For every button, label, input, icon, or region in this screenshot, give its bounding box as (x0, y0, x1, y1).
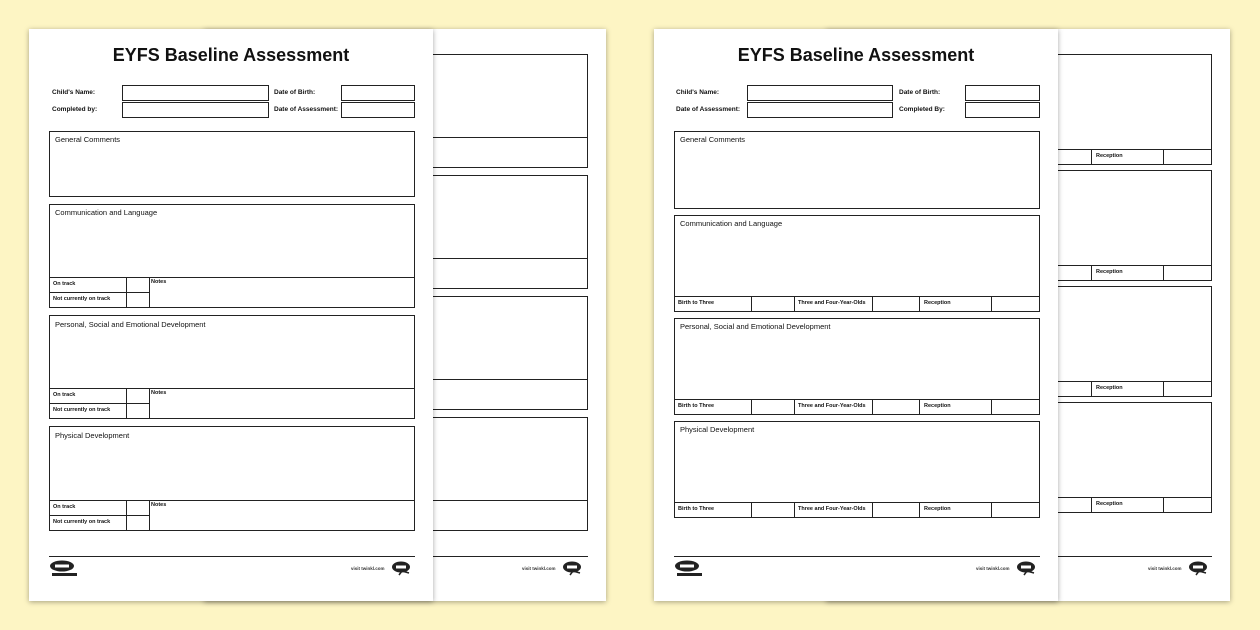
general-comments-label: General Comments (680, 135, 746, 144)
left-front-sheet (29, 29, 433, 601)
completed-by-label: Completed by: (52, 106, 98, 113)
reception-label: Reception (924, 506, 951, 512)
three-and-four-label: Three and Four-Year-Olds (798, 300, 866, 306)
three-and-four-label: Three and Four-Year-Olds (798, 403, 866, 409)
completed-by-field[interactable] (122, 102, 269, 118)
twinkl-badge-icon (562, 561, 582, 577)
not-on-track-checkbox[interactable] (127, 516, 149, 530)
not-on-track-label: Not currently on track (53, 519, 111, 525)
section-title: Personal, Social and Emotional Development (680, 322, 831, 331)
date-of-birth-field[interactable] (965, 85, 1040, 101)
childs-name-field[interactable] (122, 85, 269, 101)
section-title: Personal, Social and Emotional Development (55, 320, 206, 329)
on-track-checkbox[interactable] (127, 501, 149, 515)
document-title: EYFS Baseline Assessment (112, 45, 350, 65)
footer-rule (1046, 556, 1212, 557)
footer-rule (674, 556, 1040, 557)
date-of-birth-label: Date of Birth: (274, 89, 316, 96)
website-url: visit twinkl.com (351, 566, 385, 571)
birth-to-three-label: Birth to Three (678, 403, 715, 409)
completed-by-label: Completed By: (899, 106, 945, 113)
notes-label: Notes (151, 279, 167, 285)
document-title: EYFS Baseline Assessment (737, 45, 975, 65)
childs-name-label: Child's Name: (52, 89, 96, 96)
date-of-assessment-field[interactable] (341, 102, 415, 118)
section-title: Communication and Language (55, 208, 158, 217)
section-title: Communication and Language (680, 219, 783, 228)
section-physical-development[interactable] (674, 421, 1040, 518)
reception-label: Reception (1096, 269, 1123, 275)
back-box-4 (432, 417, 588, 531)
on-track-label: On track (53, 504, 76, 510)
notes-label: Notes (151, 390, 167, 396)
on-track-label: On track (53, 281, 76, 287)
date-of-birth-label: Date of Birth: (899, 89, 941, 96)
twinkl-foundations-logo (49, 560, 79, 578)
section-title: Physical Development (680, 425, 755, 434)
twinkl-badge-icon (391, 561, 411, 577)
website-url: visit twinkl.com (1148, 566, 1182, 571)
date-of-assessment-field[interactable] (747, 102, 893, 118)
not-on-track-label: Not currently on track (53, 296, 111, 302)
section-title: Physical Development (55, 431, 130, 440)
on-track-label: On track (53, 392, 76, 398)
not-on-track-checkbox[interactable] (127, 293, 149, 307)
website-url: visit twinkl.com (976, 566, 1010, 571)
notes-label: Notes (151, 502, 167, 508)
section-communication-language[interactable] (674, 215, 1040, 312)
date-of-assessment-label: Date of Assessment: (676, 106, 741, 113)
three-and-four-label: Three and Four-Year-Olds (798, 506, 866, 512)
twinkl-badge-icon (1188, 561, 1208, 577)
on-track-checkbox[interactable] (127, 389, 149, 403)
reception-label: Reception (1096, 501, 1123, 507)
section-personal-social-emotional[interactable] (674, 318, 1040, 415)
childs-name-field[interactable] (747, 85, 893, 101)
website-url: visit twinkl.com (522, 566, 556, 571)
back-box-1 (432, 54, 588, 168)
date-of-assessment-label: Date of Assessment: (274, 106, 339, 113)
back-box-2 (432, 175, 588, 289)
not-on-track-label: Not currently on track (53, 407, 111, 413)
twinkl-foundations-logo (674, 560, 704, 578)
childs-name-label: Child's Name: (676, 89, 720, 96)
birth-to-three-label: Birth to Three (678, 506, 715, 512)
reception-label: Reception (1096, 385, 1123, 391)
not-on-track-checkbox[interactable] (127, 404, 149, 418)
completed-by-field[interactable] (965, 102, 1040, 118)
footer-rule (49, 556, 415, 557)
date-of-birth-field[interactable] (341, 85, 415, 101)
back-box-3 (432, 296, 588, 410)
general-comments-label: General Comments (55, 135, 121, 144)
reception-label: Reception (924, 403, 951, 409)
birth-to-three-label: Birth to Three (678, 300, 715, 306)
twinkl-badge-icon (1016, 561, 1036, 577)
footer-rule (432, 556, 588, 557)
reception-label: Reception (924, 300, 951, 306)
on-track-checkbox[interactable] (127, 278, 149, 292)
right-front-sheet (654, 29, 1058, 601)
reception-label: Reception (1096, 153, 1123, 159)
